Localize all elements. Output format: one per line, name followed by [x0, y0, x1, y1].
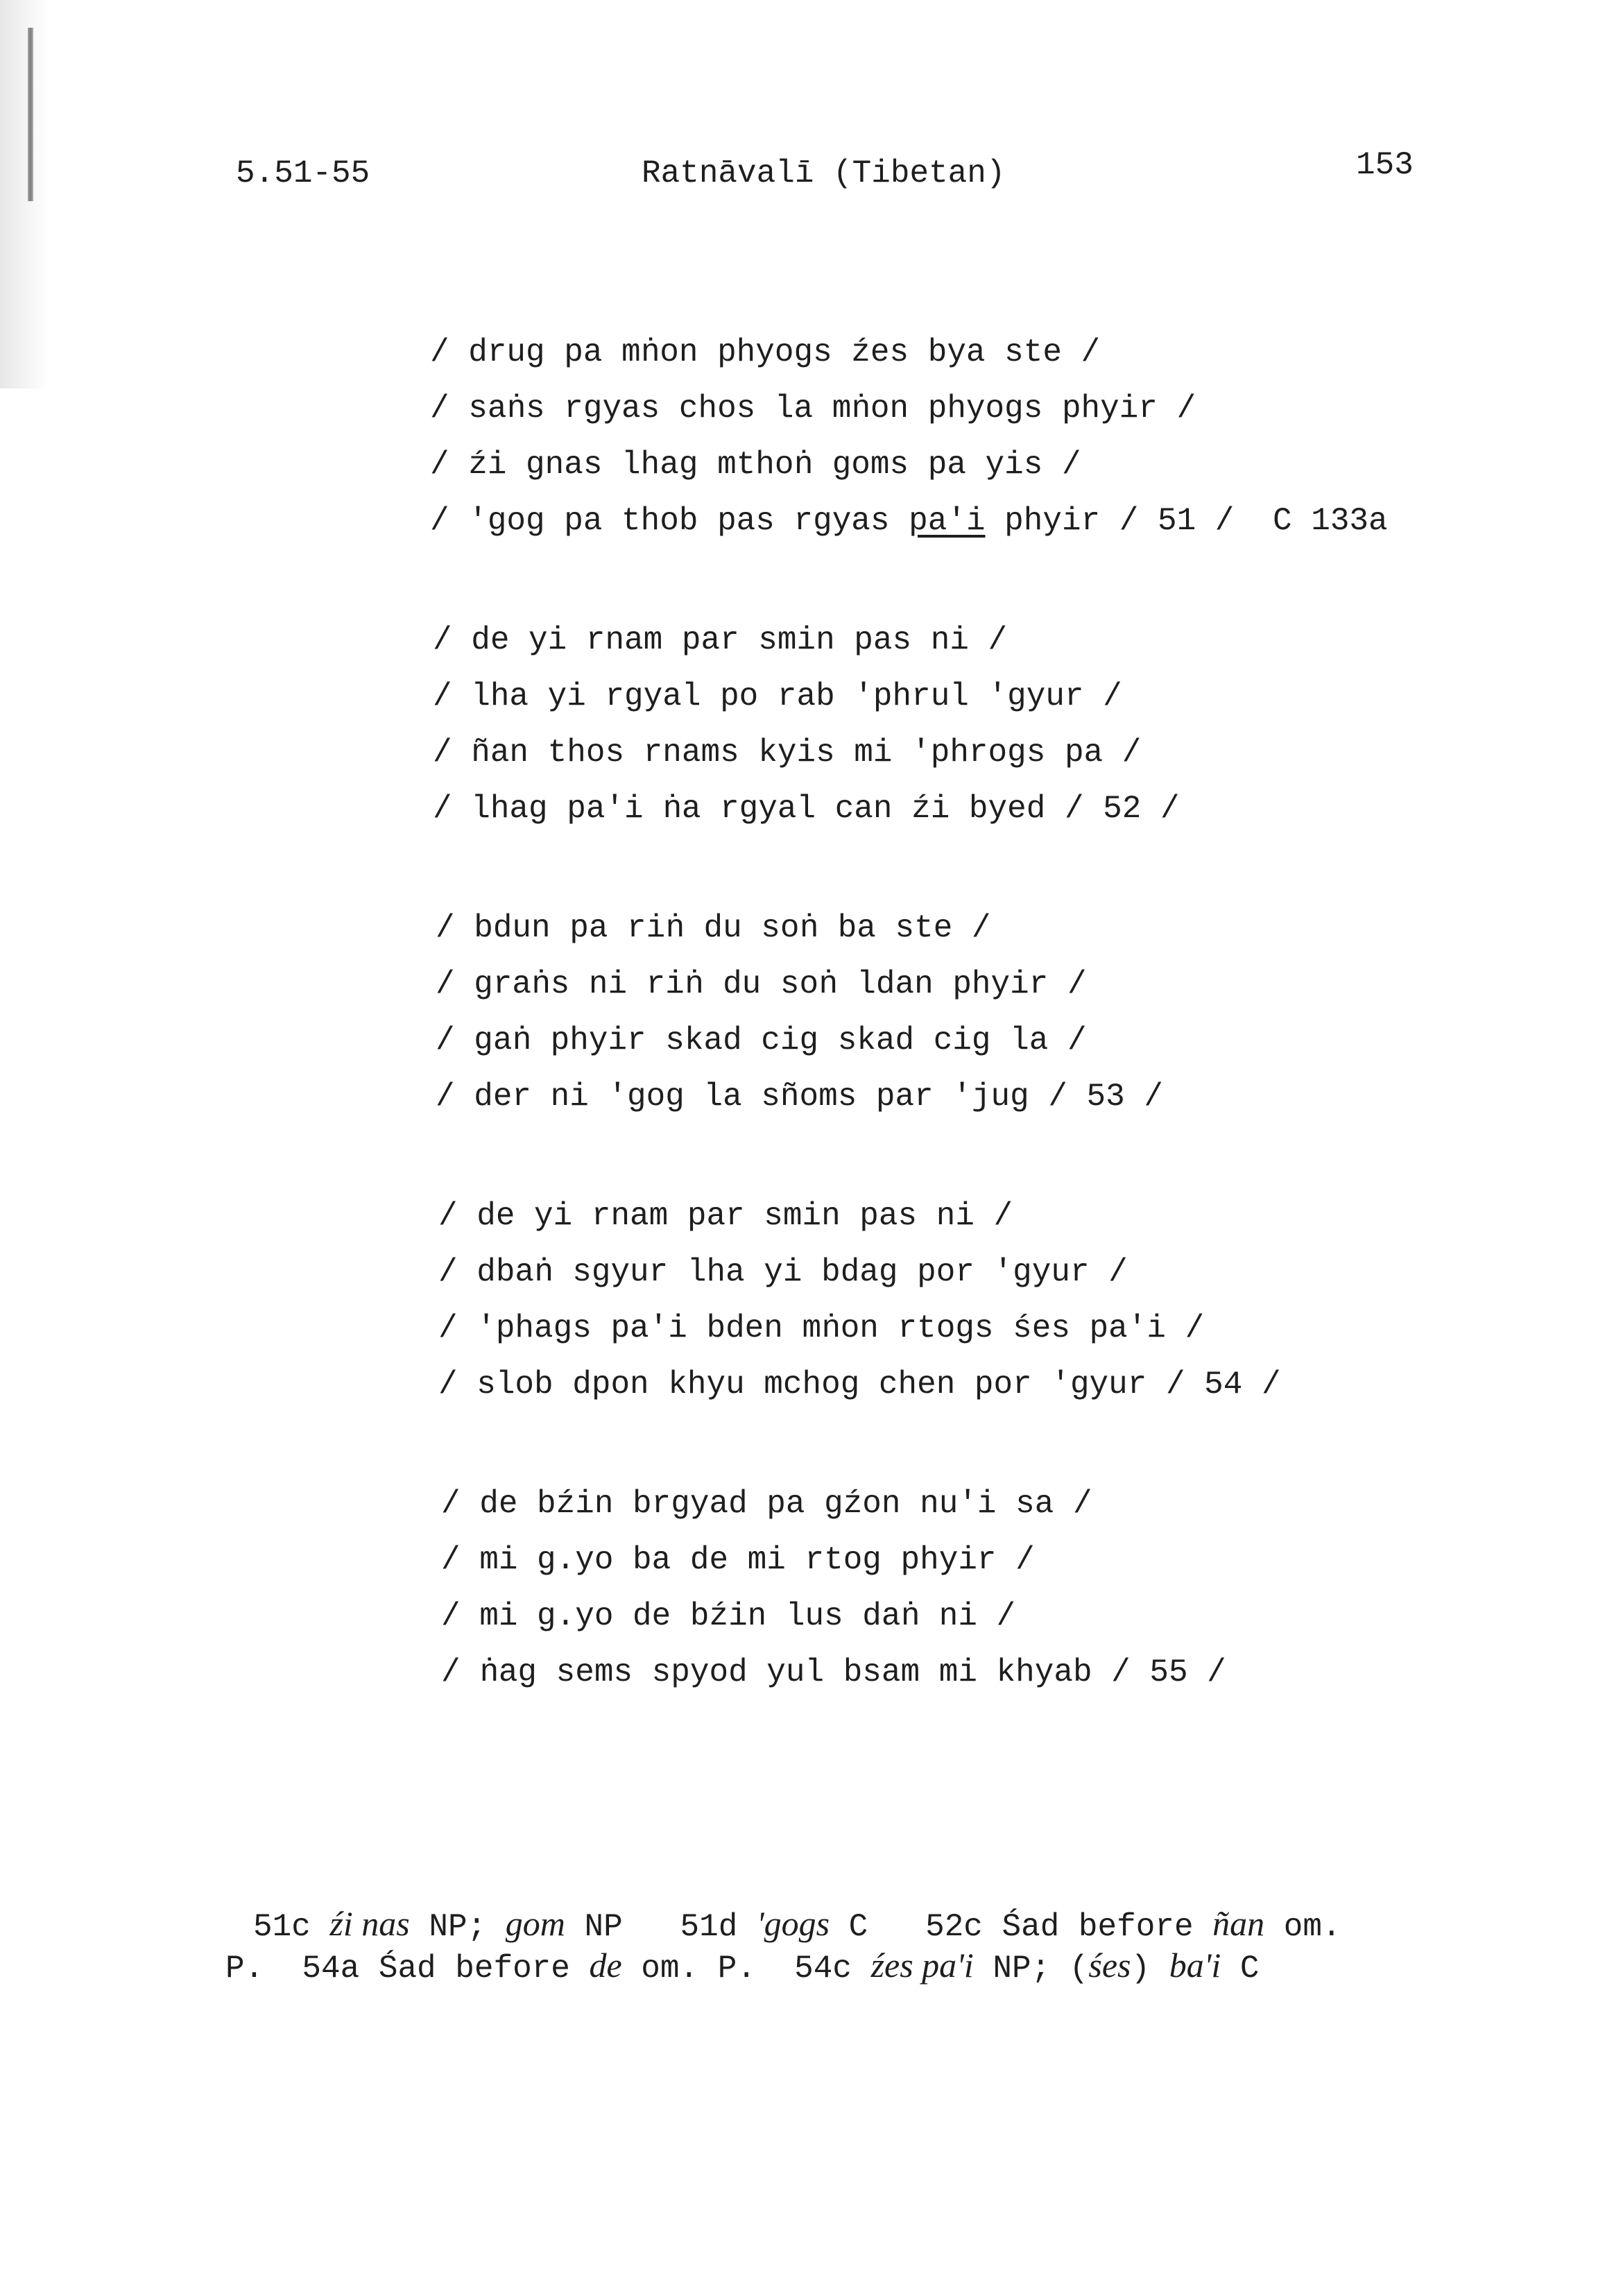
footnote-line: 51c źi nas NP; gom NP 51d 'gogs C 52c Śad before ñan om. — [253, 1904, 1341, 1945]
underlined-word: pa'i — [909, 503, 986, 539]
italic-variant: śes — [1088, 1946, 1131, 1985]
verse-line: / graṅs ni riṅ du soṅ ldan phyir / — [436, 966, 1087, 1002]
verse-line: / ṅag sems spyod yul bsam mi khyab / 55 / — [441, 1654, 1226, 1690]
verse-line: / źi gnas lhag mthoṅ goms pa yis / — [430, 447, 1081, 483]
italic-variant: de — [589, 1946, 622, 1985]
page-number: 153 — [1356, 147, 1414, 183]
scan-edge-shading — [0, 0, 49, 388]
verse-line: / de bźin brgyad pa gźon nu'i sa / — [441, 1486, 1092, 1522]
verse-line: / slob dpon khyu mchog chen por 'gyur / 54 / — [438, 1367, 1281, 1403]
verse-line: / saṅs rgyas chos la mṅon phyogs phyir / — [430, 391, 1196, 427]
verse-line: / 'gog pa thob pas rgyas pa'i phyir / 51 / — [430, 503, 1235, 539]
italic-variant: 'gogs — [756, 1904, 830, 1943]
page-title: Ratnāvalī (Tibetan) — [642, 155, 1006, 191]
italic-variant: ñan — [1212, 1904, 1265, 1943]
verse-line: / mi g.yo de bźin lus daṅ ni / — [441, 1598, 1016, 1634]
verse-line: / mi g.yo ba de mi rtog phyir / — [441, 1542, 1035, 1578]
folio-reference: C 133a — [1273, 503, 1388, 539]
verse-line: / gaṅ phyir skad cig skad cig la / — [436, 1022, 1087, 1059]
verse-line: / 'phags pa'i bden mṅon rtogs śes pa'i / — [438, 1310, 1205, 1346]
section-reference: 5.51-55 — [236, 155, 370, 191]
italic-variant: źes pa'i — [870, 1946, 974, 1985]
verse-line: / bdun pa riṅ du soṅ ba ste / — [436, 910, 991, 946]
verse-line: / drug pa mṅon phyogs źes bya ste / — [430, 334, 1101, 370]
scan-edge-mark — [28, 28, 33, 201]
italic-variant: ba'i — [1169, 1946, 1221, 1985]
footnote-line: P. 54a Śad before de om. P. 54c źes pa'i NP; (śes) ba'i C — [225, 1946, 1260, 1987]
italic-variant: gom — [505, 1904, 565, 1943]
verse-line: / de yi rnam par smin pas ni / — [433, 622, 1008, 658]
italic-variant: źi nas — [329, 1904, 410, 1943]
verse-line: / der ni 'gog la sñoms par 'jug / 53 / — [436, 1079, 1163, 1115]
verse-line: / ñan thos rnams kyis mi 'phrogs pa / — [433, 735, 1142, 771]
verse-line: / lhag pa'i ṅa rgyal can źi byed / 52 / — [433, 791, 1180, 827]
verse-line: / dbaṅ sgyur lha yi bdag por 'gyur / — [438, 1254, 1128, 1290]
verse-line: / de yi rnam par smin pas ni / — [438, 1198, 1013, 1234]
verse-line: / lha yi rgyal po rab 'phrul 'gyur / — [433, 678, 1122, 714]
